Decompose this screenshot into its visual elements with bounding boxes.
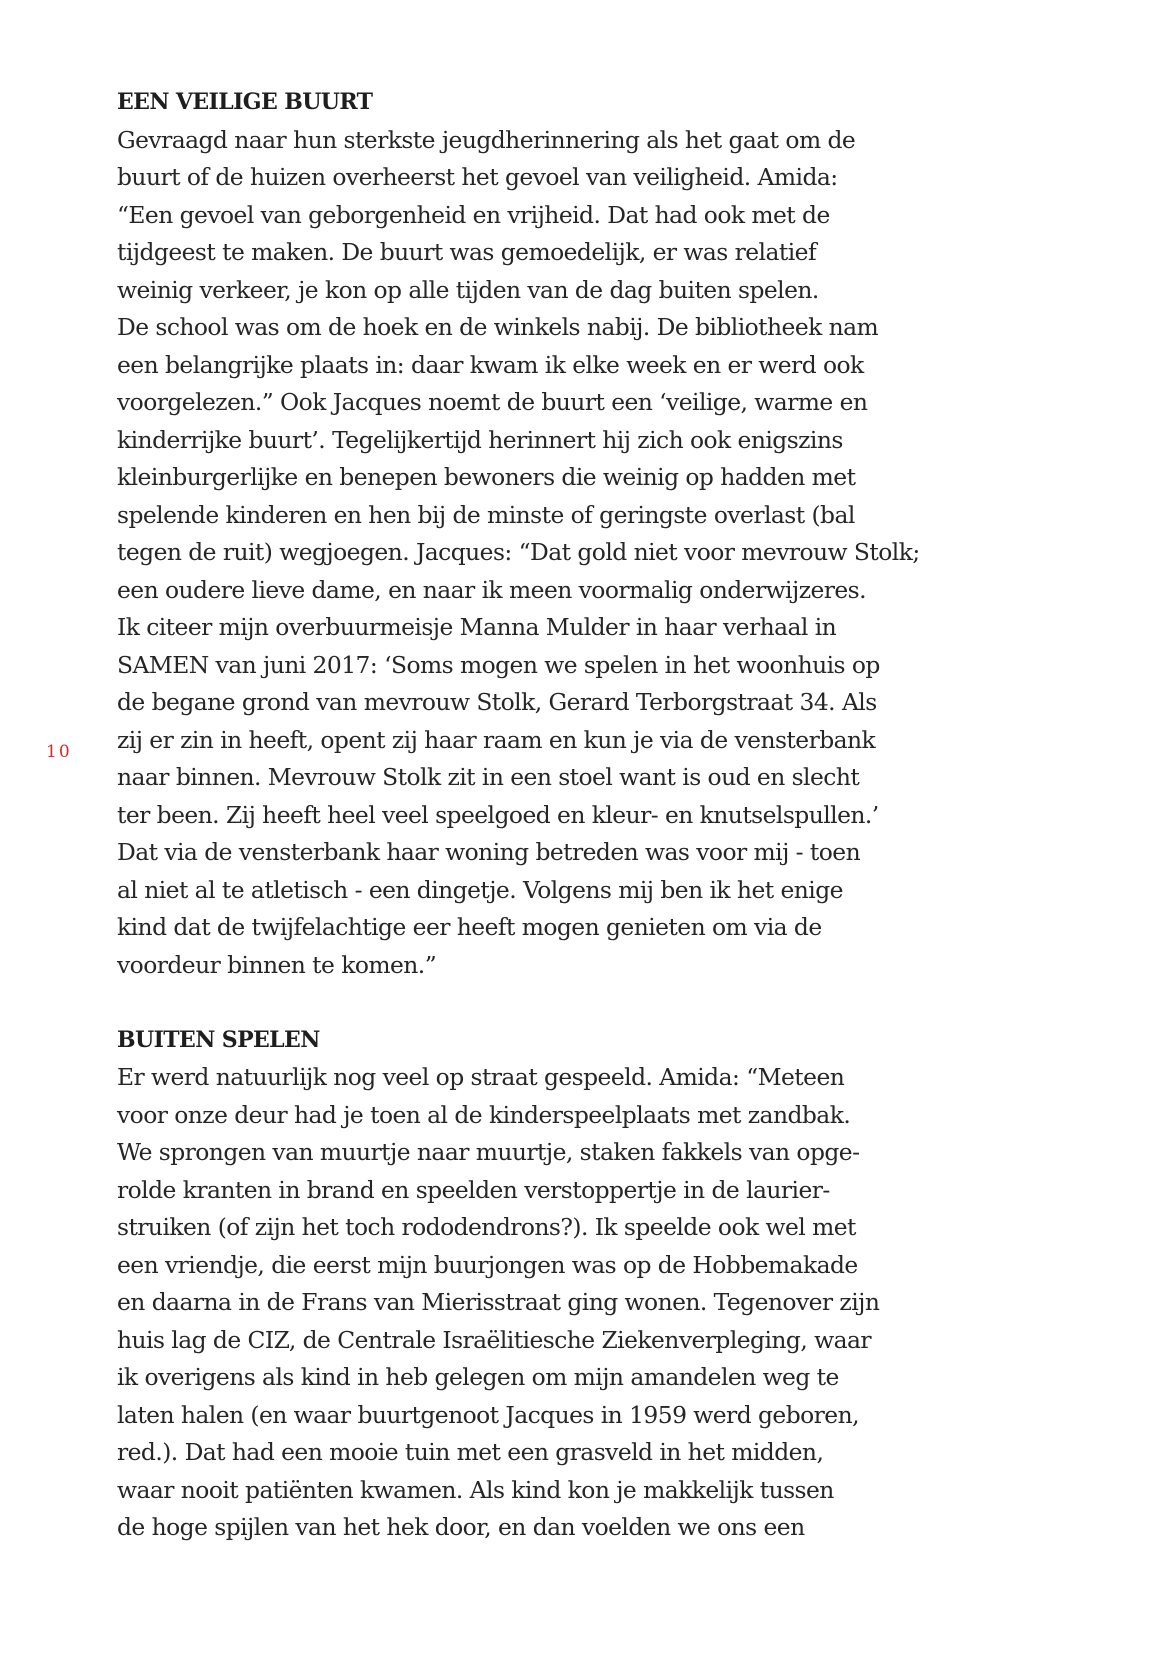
text-line: tijdgeest te maken. De buurt was gemoedelijk, er was relatief: [117, 238, 817, 266]
text-line: red.). Dat had een mooie tuin met een grasveld in het midden,: [117, 1438, 824, 1466]
text-line: naar binnen. Mevrouw Stolk zit in een stoel want is oud en slecht: [117, 763, 860, 791]
text-line: Dat via de vensterbank haar woning betreden was voor mij - toen: [117, 838, 861, 866]
section-heading: EEN VEILIGE BUURT: [117, 89, 373, 115]
text-line: kleinburgerlijke en benepen bewoners die weinig op hadden met: [117, 463, 856, 491]
text-line: een oudere lieve dame, en naar ik meen voormalig onderwijzeres.: [117, 575, 867, 604]
text-line: een vriendje, die eerst mijn buurjongen was op de Hobbemakade: [117, 1250, 858, 1279]
text-line: Gevraagd naar hun sterkste jeugdherinnering als het gaat om de: [117, 125, 856, 154]
text-line: weinig verkeer, je kon op alle tijden van de dag buiten spelen.: [117, 275, 819, 304]
text-line: voorgelezen.” Ook Jacques noemt de buurt een ‘veilige, warme en: [117, 388, 868, 416]
text-line: een belangrijke plaats in: daar kwam ik elke week en er werd ook: [117, 350, 864, 379]
text-line: kind dat de twijfelachtige eer heeft mogen genieten om via de: [117, 913, 822, 941]
text-line: spelende kinderen en hen bij de minste of geringste overlast (bal: [117, 500, 855, 529]
text-line: “Een gevoel van geborgenheid en vrijheid. Dat had ook met de: [117, 200, 830, 229]
section-een-veilige-buurt: [117, 84, 977, 984]
page-number: 10: [46, 742, 72, 762]
text-line: Ik citeer mijn overbuurmeisje Manna Mulder in haar verhaal in: [117, 613, 837, 641]
text-line: We sprongen van muurtje naar muurtje, staken fakkels van opge-: [117, 1138, 860, 1166]
text-line: waar nooit patiënten kwamen. Als kind kon je makkelijk tussen: [117, 1475, 834, 1504]
paragraph: [117, 1059, 977, 1547]
text-line: tegen de ruit) wegjoegen. Jacques: “Dat gold niet voor mevrouw Stolk;: [117, 538, 920, 566]
text-line: Er werd natuurlijk nog veel op straat gespeeld. Amida: “Meteen: [117, 1063, 845, 1091]
text-line: De school was om de hoek en de winkels nabij. De bibliotheek nam: [117, 313, 879, 341]
text-line: kinderrijke buurt’. Tegelijkertijd herinnert hij zich ook enigszins: [117, 425, 843, 454]
text-line: en daarna in de Frans van Mierisstraat ging wonen. Tegenover zijn: [117, 1288, 880, 1316]
text-line: al niet al te atletisch - een dingetje. Volgens mij ben ik het enige: [117, 875, 843, 904]
text-line: laten halen (en waar buurtgenoot Jacques in 1959 werd geboren,: [117, 1400, 859, 1429]
text-line: huis lag de CIZ, de Centrale Israëlitiesche Ziekenverpleging, waar: [117, 1325, 872, 1354]
text-line: ik overigens als kind in heb gelegen om mijn amandelen weg te: [117, 1363, 839, 1391]
text-line: ter been. Zij heeft heel veel speelgoed en kleur- en knutselspullen.’: [117, 800, 879, 829]
text-line: de hoge spijlen van het hek door, en dan voelden we ons een: [117, 1513, 805, 1541]
section-buiten-spelen: [117, 1022, 977, 1547]
section-heading: BUITEN SPELEN: [117, 1026, 320, 1053]
section-spacer: [117, 984, 977, 1022]
text-line: SAMEN van juni 2017: ‘Soms mogen we spelen in het woonhuis op: [117, 650, 880, 679]
text-line: rolde kranten in brand en speelden verstoppertje in de laurier-: [117, 1175, 830, 1204]
text-line: de begane grond van mevrouw Stolk, Gerard Terborgstraat 34. Als: [117, 688, 877, 716]
text-line: voordeur binnen te komen.”: [117, 950, 437, 979]
text-line: buurt of de huizen overheerst het gevoel van veiligheid. Amida:: [117, 163, 838, 191]
text-line: voor onze deur had je toen al de kinderspeelplaats met zandbak.: [117, 1100, 851, 1129]
text-line: zij er zin in heeft, opent zij haar raam en kun je via de vensterbank: [117, 725, 876, 754]
article-body: [117, 84, 977, 1547]
paragraph: [117, 122, 977, 985]
text-line: struiken (of zijn het toch rododendrons?). Ik speelde ook wel met: [117, 1213, 856, 1241]
